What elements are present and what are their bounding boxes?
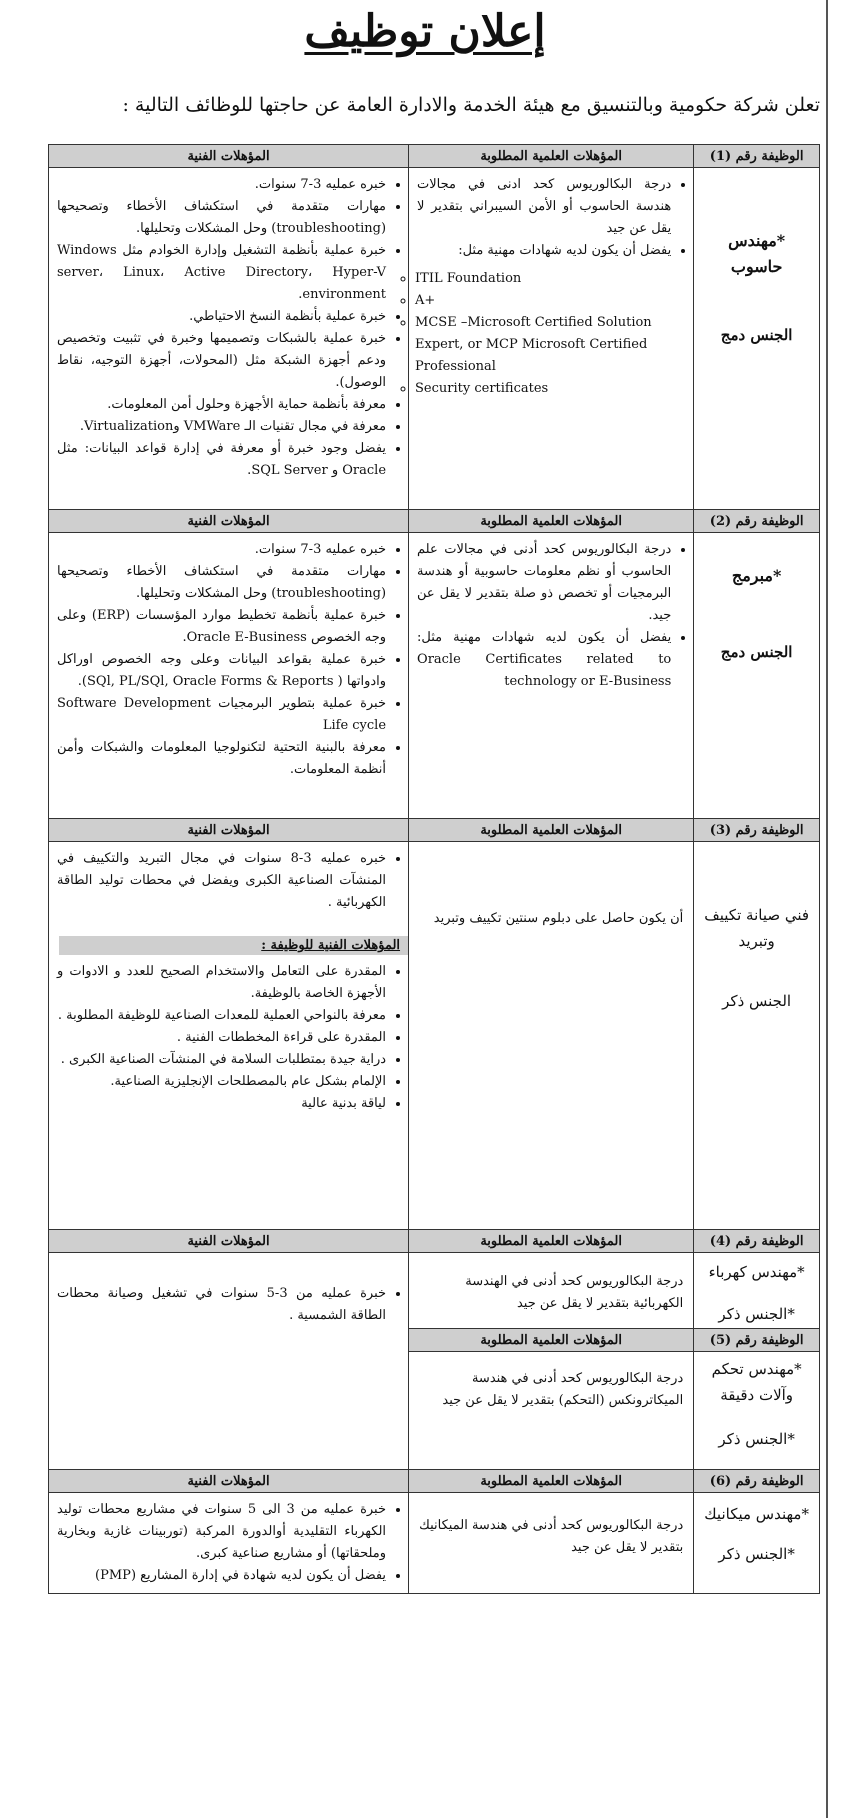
- academic-header: المؤهلات العلمية المطلوبة: [409, 1470, 694, 1493]
- technical-header: المؤهلات الفنية: [49, 1470, 409, 1493]
- academic-list: [409, 174, 693, 262]
- technical-header: المؤهلات الفنية: [49, 510, 409, 533]
- technical-list: [49, 539, 408, 781]
- job-3-body-row: [49, 842, 820, 1230]
- list-item: • يفضل أن يكون لديه شهادات مهنية مثل:: [417, 240, 671, 262]
- job-title: *مهندس ميكانيك: [704, 1505, 809, 1523]
- job-title-cell: [694, 168, 820, 510]
- job-title: *مهندس كهرباء: [708, 1263, 805, 1281]
- list-item: • خبره عمليه 3-7 سنوات.: [57, 539, 386, 561]
- technical-header: المؤهلات الفنية: [49, 145, 409, 168]
- academic-cell: [409, 842, 694, 1230]
- list-item: • خبرة عمليه من 3-5 سنوات في تشغيل وصيانة محطات الطاقة الشمسية .: [57, 1283, 386, 1327]
- job-gender: *الجنس ذكر: [718, 1430, 795, 1448]
- academic-header: المؤهلات العلمية المطلوبة: [409, 819, 694, 842]
- job-gender: الجنس دمج: [720, 326, 793, 344]
- list-item: • مهارات متقدمة في استكشاف الأخطاء وتصحيحها (troubleshooting) وحل المشكلات وتحليلها.: [57, 196, 386, 240]
- job-title: *مبرمج: [731, 566, 782, 585]
- technical-cell: [49, 1493, 409, 1594]
- list-item: • معرفة بالبنية التحتية لتكنولوجيا المعلومات والشبكات وأمن أنظمة المعلومات.: [57, 737, 386, 781]
- technical-cell: [49, 1253, 409, 1470]
- jobs-table: [48, 144, 820, 1594]
- list-item: • خبرة عملية بأنظمة التشغيل وإدارة الخوادم مثل Windows server، Linux، Active Directory، Hyper-V environment.: [57, 240, 386, 306]
- academic-header: المؤهلات العلمية المطلوبة: [409, 1230, 694, 1253]
- job-4-body-row: [49, 1253, 820, 1329]
- certificates-list: [409, 268, 693, 400]
- job-title-cell: [694, 1493, 820, 1594]
- job-6-header-row: [49, 1470, 820, 1493]
- job-1-body-row: [49, 168, 820, 510]
- technical-cell: [49, 168, 409, 510]
- list-item: • خبرة عملية بالشبكات وتصميمها وخبرة في تثبيت وتخصيص ودعم أجهزة الشبكة مثل (المحولات، أجهزة التوجيه، نقاط الوصول).: [57, 328, 386, 394]
- academic-cell: [409, 168, 694, 510]
- list-item: ◦ MCSE –Microsoft Certified Solution Expert, or MCP Microsoft Certified Professional: [415, 312, 663, 378]
- list-item: • خبرة عملية بتطوير البرمجيات Software Development Life cycle: [57, 693, 386, 737]
- page-title: إعلان توظيف: [304, 6, 546, 57]
- job-title-cell: [694, 1352, 820, 1470]
- list-item: • معرفة في مجال تقنيات الـ VMWare وVirtualization.: [57, 416, 386, 438]
- job-1-header-row: [49, 145, 820, 168]
- academic-text: درجة البكالوريوس كحد أدنى في هندسة الميكاترونكس (التحكم) بتقدير لا يقل عن جيد: [442, 1371, 684, 1408]
- list-item: • المقدرة على التعامل والاستخدام الصحيح للعدد و الادوات و الأجهزة الخاصة بالوظيفة.: [57, 961, 386, 1005]
- list-item: • يفضل أن يكون لديه شهادة في إدارة المشاريع (PMP): [57, 1565, 386, 1587]
- list-item: • خبرة عملية بقواعد البيانات وعلى وجه الخصوص اوراكل وادواتها ( SQl, PL/SQl, Oracle Forms & Reports).: [57, 649, 386, 693]
- technical-list: [49, 1283, 408, 1327]
- academic-cell: [409, 533, 694, 819]
- academic-header: المؤهلات العلمية المطلوبة: [409, 510, 694, 533]
- job-number: الوظيفة رقم (3): [694, 819, 820, 842]
- job-title-cell: [694, 842, 820, 1230]
- list-item: • المقدرة على قراءة المخططات الفنية .: [57, 1027, 386, 1049]
- job-number: الوظيفة رقم (4): [694, 1230, 820, 1253]
- list-item: • خبرة عملية بأنظمة تخطيط موارد المؤسسات (ERP) وعلى وجه الخصوص Oracle E-Business.: [57, 605, 386, 649]
- list-item: ◦ A+: [415, 290, 663, 312]
- job-gender: *الجنس ذكر: [718, 1305, 795, 1323]
- technical-list: [49, 848, 408, 914]
- academic-header: المؤهلات العلمية المطلوبة: [409, 1329, 694, 1352]
- academic-cell: [409, 1493, 694, 1594]
- list-item: • يفضل أن يكون لديه شهادات مهنية مثل: Oracle Certificates related to technology or E-Business: [417, 627, 671, 693]
- job-3-header-row: [49, 819, 820, 842]
- list-item: • درجة البكالوريوس كحد ادنى في مجالات هندسة الحاسوب أو الأمن السيبراني بتقدير لا يقل عن جيد: [417, 174, 671, 240]
- technical-cell: [49, 842, 409, 1230]
- intro-text: تعلن شركة حكومية وبالتنسيق مع هيئة الخدمة والادارة العامة عن حاجتها للوظائف التالية :: [122, 94, 820, 116]
- technical-list: [49, 174, 408, 482]
- list-item: • خبرة عمليه من 3 الى 5 سنوات في مشاريع محطات توليد الكهرباء التقليدية أوالدورة المركبة (توربينات غازية وبخارية وملحقاتها) أو مشاريع صناعية كبرى.: [57, 1499, 386, 1565]
- job-number: الوظيفة رقم (6): [694, 1470, 820, 1493]
- job-6-body-row: [49, 1493, 820, 1594]
- technical-list: [49, 1499, 408, 1587]
- job-number: الوظيفة رقم (2): [694, 510, 820, 533]
- job-title-cell: [694, 533, 820, 819]
- job-title: فني صيانة تكييف وتبريد: [704, 906, 810, 950]
- job-number: الوظيفة رقم (5): [694, 1329, 820, 1352]
- job-title: *مهندس تحكم وآلات دقيقة: [711, 1360, 802, 1404]
- list-item: ◦ ITIL Foundation: [415, 268, 663, 290]
- job-number: الوظيفة رقم (1): [694, 145, 820, 168]
- technical-list-2: [49, 961, 408, 1115]
- list-item: • معرفة بأنظمة حماية الأجهزة وحلول أمن المعلومات.: [57, 394, 386, 416]
- list-item: • مهارات متقدمة في استكشاف الأخطاء وتصحيحها (troubleshooting) وحل المشكلات وتحليلها.: [57, 561, 386, 605]
- job-2-header-row: [49, 510, 820, 533]
- list-item: • معرفة بالنواحي العملية للمعدات الصناعية للوظيفة المطلوبة .: [57, 1005, 386, 1027]
- list-item: • لياقة بدنية عالية: [57, 1093, 386, 1115]
- technical-header: المؤهلات الفنية: [49, 819, 409, 842]
- list-item: • درجة البكالوريوس كحد أدنى في مجالات علم الحاسوب أو نظم معلومات حاسوبية أو هندسة البرمجيات أو تخصص ذو صلة بتقدير لا يقل عن جيد.: [417, 539, 671, 627]
- academic-text: درجة البكالوريوس كحد أدنى في الهندسة الكهربائية بتقدير لا يقل عن جيد: [465, 1274, 684, 1311]
- job-title: *مهندس حاسوب: [728, 231, 786, 276]
- job-gender: الجنس ذكر: [722, 992, 792, 1010]
- academic-header: المؤهلات العلمية المطلوبة: [409, 145, 694, 168]
- list-item: • خبره عمليه 3-7 سنوات.: [57, 174, 386, 196]
- list-item: • يفضل وجود خبرة أو معرفة في إدارة قواعد البيانات: مثل Oracle و SQL Server.: [57, 438, 386, 482]
- technical-subheading: المؤهلات الفنية للوظيفة :: [59, 936, 408, 955]
- job-4-header-row: [49, 1230, 820, 1253]
- list-item: ◦ Security certificates: [415, 378, 663, 400]
- academic-text: درجة البكالوريوس كحد أدنى في هندسة الميكانيك بتقدير لا يقل عن جيد: [419, 1518, 684, 1555]
- list-item: • خبره عمليه 3-8 سنوات في مجال التبريد والتكييف في المنشآت الصناعية الكبرى ويفضل في محطات توليد الطاقة الكهربائية .: [57, 848, 386, 914]
- job-gender: الجنس دمج: [720, 643, 793, 661]
- list-item: • الإلمام بشكل عام بالمصطلحات الإنجليزية الصناعية.: [57, 1071, 386, 1093]
- list-item: • دراية جيدة بمتطلبات السلامة في المنشآت الصناعية الكبرى .: [57, 1049, 386, 1071]
- technical-header: المؤهلات الفنية: [49, 1230, 409, 1253]
- academic-cell: [409, 1352, 694, 1470]
- academic-text: أن يكون حاصل على دبلوم سنتين تكييف وتبريد: [433, 911, 684, 926]
- job-gender: *الجنس ذكر: [718, 1545, 795, 1563]
- technical-cell: [49, 533, 409, 819]
- page-edge-line: [826, 0, 828, 1818]
- academic-cell: [409, 1253, 694, 1329]
- job-2-body-row: [49, 533, 820, 819]
- job-title-cell: [694, 1253, 820, 1329]
- academic-list: [409, 539, 693, 693]
- list-item: • خبرة عملية بأنظمة النسخ الاحتياطي.: [57, 306, 386, 328]
